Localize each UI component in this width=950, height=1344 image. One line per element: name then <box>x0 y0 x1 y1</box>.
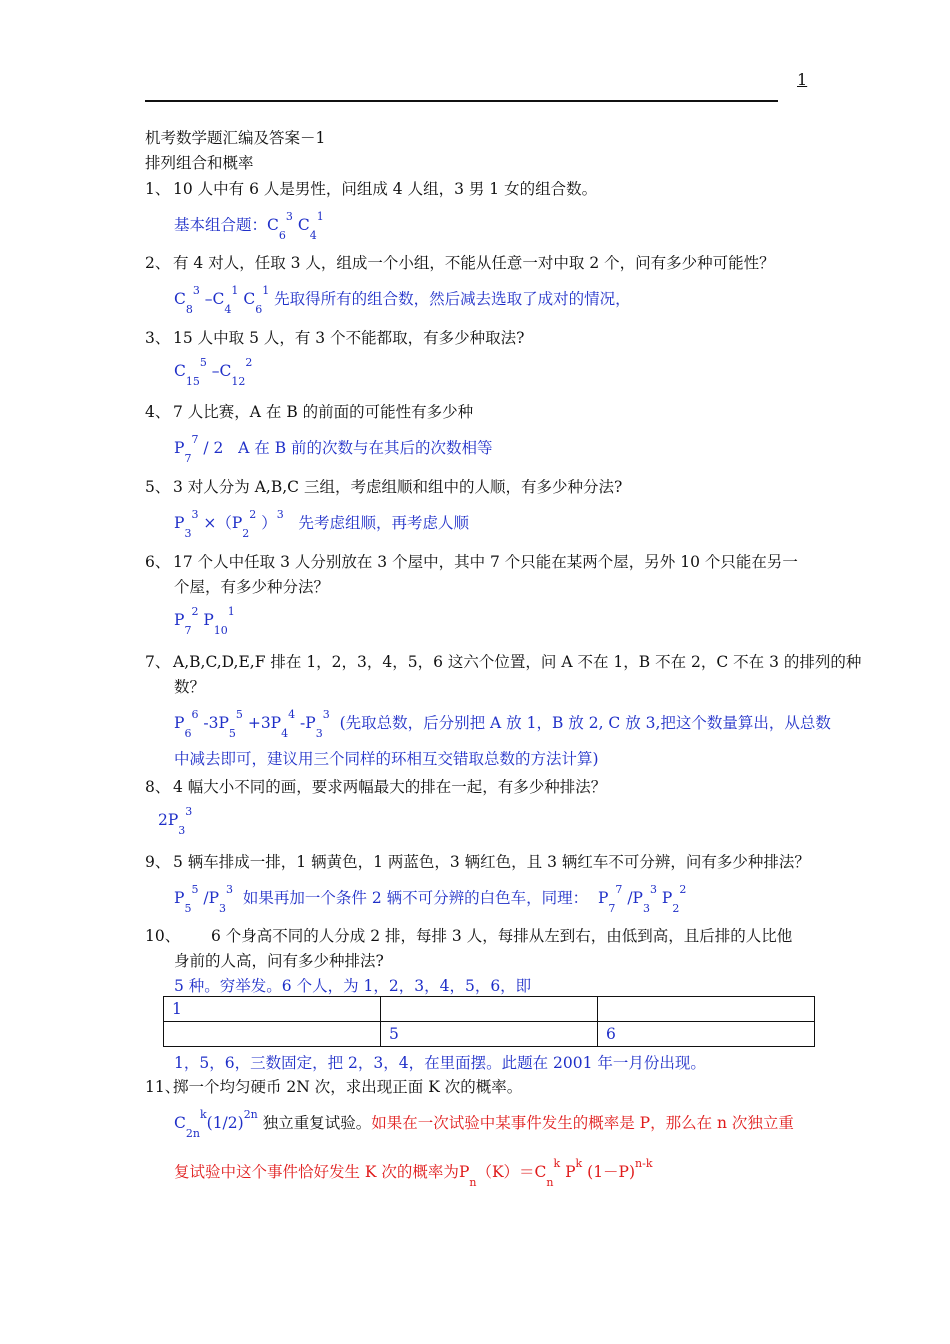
arrangement-table <box>163 996 815 1047</box>
section-title: 排列组合和概率 <box>145 154 254 172</box>
answer-6: $P_7^2$ $P_{10}^1$ <box>174 605 235 637</box>
answer-5: $P_3^3 \times(P_2^2$ ）$^3$ 先考虑组顺，再考虑人顺 <box>174 508 470 540</box>
answer-1: 基本组合题：$C_6^3$ $C_4^1$ <box>174 210 324 242</box>
answer-7-cont: 中减去即可，建议用三个同样的环相互交错取总数的方法计算) <box>174 750 599 768</box>
question-5: 5、 3 对人分为 A,B,C 三组，考虑组顺和组中的人顺，有多少种分法? <box>145 478 623 496</box>
answer-7: $P_6^6$ $-3P_5^5 +3P_4^4$ $-P_3^3$ (先取总数，后分别把 A 放 1，B 放 2, C 放 3,把这个数量算出，从总数 <box>174 708 831 740</box>
question-4: 4、 7 人比赛，A 在 B 的前面的可能性有多少种 <box>145 403 474 421</box>
table-cell: 6 <box>598 1022 815 1047</box>
question-8: 8、 4 幅大小不同的画，要求两幅最大的排在一起，有多少种排法？ <box>145 778 607 796</box>
table-cell <box>598 997 815 1022</box>
question-10-cont: 身前的人高，问有多少种排法? <box>174 952 384 970</box>
question-10: 10、 6 个身高不同的人分成 2 排，每排 3 人，每排从左到右，由低到高，且后排的人比他 <box>145 927 793 945</box>
page-number: 1 <box>797 70 808 89</box>
table-cell: 5 <box>381 1022 598 1047</box>
answer-10-after: 1，5，6，三数固定，把 2，3，4，在里面摆。此题在 2001 年一月份出现。 <box>174 1054 706 1072</box>
answer-2: $C_8^3$ $-C_4^1$ $C_6^1$ 先取得所有的组合数，然后减去选取了成对的情况， <box>174 284 631 316</box>
question-3: 3、 15 人中取 5 人，有 3 个不能都取，有多少种取法? <box>145 329 525 347</box>
question-11: 11、掷一个均匀硬币 2N 次，求出现正面 K 次的概率。 <box>145 1078 523 1096</box>
question-6-cont: 个屋，有多少种分法？ <box>174 578 330 596</box>
table-cell: 1 <box>164 997 381 1022</box>
answer-4: $P_7^7 / 2$ A 在 B 前的次数与在其后的次数相等 <box>174 433 493 465</box>
table-row <box>164 1022 815 1047</box>
answer-8: $2P_3^3$ <box>158 805 193 837</box>
table-cell <box>164 1022 381 1047</box>
table-row <box>164 997 815 1022</box>
answer-9: $P_5^5$ $/P_3^3$ 如果再加一个条件 2 辆不可分辨的白色车，同理： $P_7^7$ $/P_3^3$ $P_2^2$ <box>174 883 687 915</box>
question-6: 6、 17 个人中任取 3 人分别放在 3 个屋中，其中 7 个只能在某两个屋，另外 10 个只能在另一 <box>145 553 798 571</box>
question-9: 9、 5 辆车排成一排，1 辆黄色，1 两蓝色，3 辆红色，且 3 辆红车不可分辨，问有多少种排法？ <box>145 853 810 871</box>
question-2: 2、 有 4 对人，任取 3 人，组成一个小组，不能从任意一对中取 2 个，问有多少种可能性？ <box>145 254 775 272</box>
question-1: 1、 10 人中有 6 人是男性，问组成 4 人组，3 男 1 女的组合数。 <box>145 180 598 198</box>
answer-11: $C_{2n}^k(1/2)^{2n}$ 独立重复试验。如果在一次试验中某事件发生的概率是 P，那么在 n 次独立重 <box>174 1108 794 1140</box>
doc-title: 机考数学题汇编及答案－1 <box>145 129 326 147</box>
answer-10: 5 种。穷举发。6 个人，为 1，2，3，4，5，6，即 <box>174 977 532 995</box>
table-cell <box>381 997 598 1022</box>
answer-11-cont: 复试验中这个事件恰好发生 K 次的概率为$P_n(K)=C_n^k$ $P^k$ $(1-P)^{n-k}$ <box>174 1157 653 1189</box>
answer-3: $C_{15}^5$ $-C_{12}^2$ <box>174 356 253 388</box>
question-7: 7、 A,B,C,D,E,F 排在 1，2，3，4，5，6 这六个位置，问 A 不在 1，B 不在 2，C 不在 3 的排列的种 <box>145 653 862 671</box>
question-7-cont: 数？ <box>174 678 206 696</box>
header-rule <box>145 100 778 102</box>
